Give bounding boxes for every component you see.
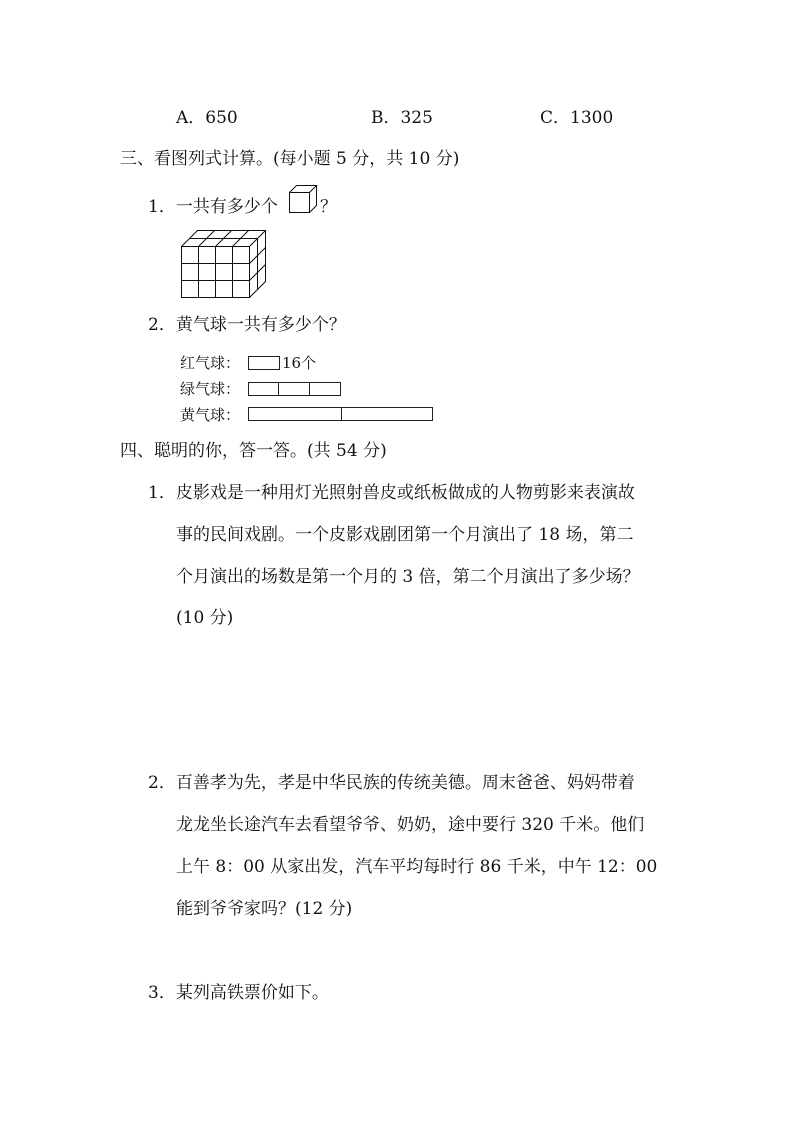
green-balloon-bar-segment [309,382,341,396]
option-a: A．650 [176,108,238,128]
green-balloon-label: 绿气球： [180,380,241,398]
yellow-balloon-label: 黄气球： [180,406,241,424]
yellow-balloon-bar-segment [341,407,433,421]
green-balloon-bar-segment [248,382,279,396]
q4-2-line: 龙龙坐长途汽车去看望爷爷、奶奶，途中要行 320 千米。他们 [176,815,645,835]
q4-1-line: 事的民间戏剧。一个皮影戏剧团第一个月演出了 18 场，第二 [176,525,634,545]
red-balloon-bar [248,356,280,370]
section-3-heading: 三、看图列式计算。(每小题 5 分，共 10 分) [120,149,460,169]
yellow-balloon-bar-segment [248,407,342,421]
cube-stack-figure [180,228,270,300]
q3-2-text: 2．黄气球一共有多少个？ [148,315,346,335]
q4-1-line: (10 分) [176,608,234,628]
q4-2-line: 上午 8：00 从家出发，汽车平均每时行 86 千米，中午 12：00 [176,857,658,877]
unit-cube-icon [288,184,320,214]
q4-2-line: 2．百善孝为先，孝是中华民族的传统美德。周末爸爸、妈妈带着 [148,773,635,793]
q4-2-line: 能到爷爷家吗？(12 分) [176,899,353,919]
q3-1-suffix: ？ [320,197,337,217]
q4-3-text: 3．某列高铁票价如下。 [148,983,329,1003]
q3-1-text: 1．一共有多少个 [148,197,278,217]
green-balloon-bar-segment [278,382,310,396]
red-balloon-label: 红气球： [180,354,241,372]
option-c: C．1300 [540,108,614,128]
q4-1-line: 1．皮影戏是一种用灯光照射兽皮或纸板做成的人物剪影来表演故 [148,483,635,503]
q4-1-line: 个月演出的场数是第一个月的 3 倍，第二个月演出了多少场？ [176,567,640,587]
red-balloon-value: 16个 [282,354,317,372]
option-b: B．325 [371,108,433,128]
section-4-heading: 四、聪明的你，答一答。(共 54 分) [120,441,387,461]
